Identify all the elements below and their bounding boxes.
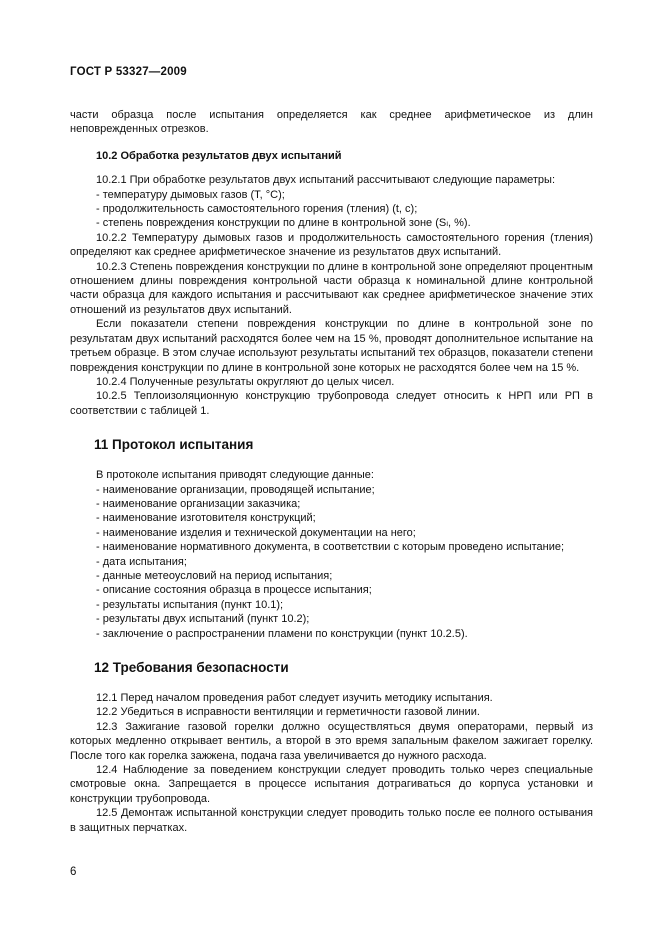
list-item: - описание состояния образца в процессе испытания; [96,584,372,597]
list-item: - дата испытания; [96,555,187,568]
list-item: - температуру дымовых газов (Т, °С); [96,188,285,201]
paragraph: В протоколе испытания приводят следующие данные: [96,469,374,482]
paragraph: 12.1 Перед началом проведения работ следует изучить методику испытания. [96,692,493,704]
paragraph: 10.2.3 Степень повреждения конструкции по длине в контрольной зоне определяют процентным отношением длины повреждения контрольной части образца к номинальной длине контрольной части образца для каждого испытания и рассчитывают как среднее арифметическое значение этих отношений из результатов двух испытаний. [70,260,593,316]
list-item: - степень повреждения конструкции по длине в контрольной зоне (Sₗ, %). [96,217,471,230]
paragraph: 10.2.2 Температуру дымовых газов и продолжительность самостоятельного горения (тления) определяют как среднее арифметическое значение из результатов двух испытаний. [70,231,593,259]
paragraph: 10.2.1 При обработке результатов двух испытаний рассчитывают следующие параметры: [96,174,556,187]
page-number: 6 [70,866,77,878]
section-heading: 12 Требования безопасности [94,660,289,675]
list-item: - наименование изготовителя конструкций; [96,512,316,525]
list-item: - заключение о распространении пламени по конструкции (пункт 10.2.5). [96,627,468,640]
paragraph: 12.5 Демонтаж испытанной конструкции следует проводить только после ее полного остывания в защитных перчатках. [70,807,593,834]
list-item: - наименование организации, проводящей испытание; [96,483,375,496]
paragraph: 10.2.4 Полученные результаты округляют до целых чисел. [96,375,395,388]
paragraph: 12.4 Наблюдение за поведением конструкции следует проводить только через специальные смотровые окна. Запрещается в процессе испытания дотрагиваться до корпуса установки и конструкции трубопровода. [70,764,593,805]
document-header: ГОСТ Р 53327—2009 [70,66,187,78]
paragraph: 10.2.5 Теплоизоляционную конструкцию трубопровода следует относить к НРП или РП в соответствии с таблицей 1. [70,390,593,417]
document-content [70,108,593,835]
sub-heading: 10.2 Обработка результатов двух испытаний [96,149,342,162]
list-item: - наименование изделия и технической документации на него; [96,526,416,539]
paragraph: 12.3 Зажигание газовой горелки должно осуществляться двумя операторами, первый из которых медленно открывает вентиль, а второй в это время запальным факелом зажигает горелку. После того как горелка зажжена, подача газа увеличивается до нужного расхода. [70,720,593,762]
paragraph: Если показатели степени повреждения конструкции по длине в контрольной зоне по результатам двух испытаний расходятся более чем на 15 %, проводят дополнительное испытание на третьем образце. В этом случае используют результаты испытаний тех образцов, показатели степени повреждения конструкции по длине в контрольной зоне которых не расходятся более чем на 15 %. [70,318,593,374]
list-item: - данные метеоусловий на период испытания; [96,569,333,582]
paragraph: части образца после испытания определяется как среднее арифметическое из длин неповрежденных отрезков. [70,109,593,136]
list-item: - наименование организации заказчика; [96,497,301,510]
list-item: - наименование нормативного документа, в соответствии с которым проведено испытание; [96,541,565,554]
list-item: - результаты испытания (пункт 10.1); [96,598,284,611]
list-item: - продолжительность самостоятельного горения (тления) (t, с); [96,203,418,216]
list-item: - результаты двух испытаний (пункт 10.2); [96,613,310,626]
section-heading: 11 Протокол испытания [94,437,254,453]
paragraph: 12.2 Убедиться в исправности вентиляции и герметичности газовой линии. [96,706,480,719]
